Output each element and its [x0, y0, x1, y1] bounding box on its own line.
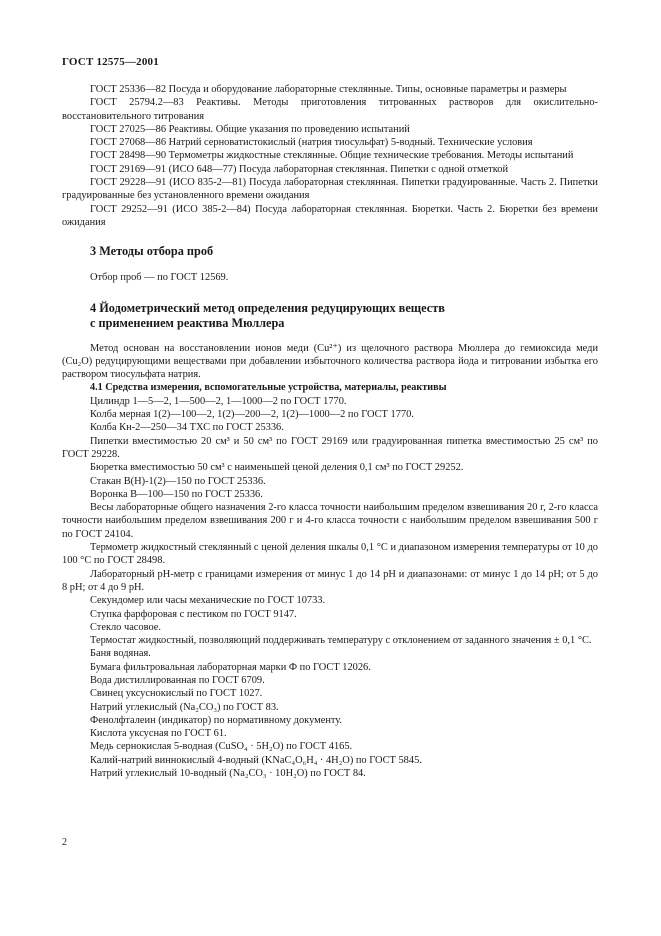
method-description: Метод основан на восстановлении ионов меди (Cu²⁺) из щелочного раствора Мюллера до гемиоксида меди (Cu₂O) редуцирующими веществами при добавлении избыточного количества раствора йода и титровании избытка его раствором тиосульфата натрия.	[62, 342, 598, 381]
section-4-heading	[62, 301, 598, 331]
equipment-item: Лабораторный рН-метр с границами измерения от минус 1 до 14 рН и диапазонами: от минус 1 до 14 рН; от 5 до 8 рН; от 4 до 9 рН.	[62, 568, 598, 593]
equipment-item: Стакан В(Н)-1(2)—150 по ГОСТ 25336.	[90, 475, 266, 487]
equipment-item: Баня водяная.	[90, 648, 151, 660]
section-3-text: Отбор проб — по ГОСТ 12569.	[90, 272, 229, 284]
reference-item: ГОСТ 29252—91 (ИСО 385-2—84) Посуда лабораторная стеклянная. Бюретки. Часть 2. Бюретки без времени ожидания	[62, 203, 598, 228]
equipment-item: Натрий углекислый (Na₂CO₃) по ГОСТ 83.	[90, 701, 279, 713]
section-4-heading-line-1: 4 Йодометрический метод определения редуцирующих веществ	[90, 300, 445, 315]
reference-item: ГОСТ 25336—82 Посуда и оборудование лабораторные стеклянные. Типы, основные параметры и размеры	[90, 84, 567, 95]
equipment-item: Бумага фильтровальная лабораторная марки Ф по ГОСТ 12026.	[90, 661, 371, 673]
equipment-item: Колба Кн-2—250—34 ТХС по ГОСТ 25336.	[90, 422, 284, 434]
equipment-item: Вода дистиллированная по ГОСТ 6709.	[90, 674, 265, 686]
page-content	[62, 83, 598, 780]
reference-item: ГОСТ 29169—91 (ИСО 648—77) Посуда лабораторная стеклянная. Пипетки с одной отметкой	[90, 163, 509, 175]
equipment-item: Стекло часовое.	[90, 621, 161, 633]
equipment-item: Цилиндр 1—5—2, 1—500—2, 1—1000—2 по ГОСТ 1770.	[90, 395, 347, 407]
normative-references	[62, 83, 598, 229]
equipment-item: Медь сернокислая 5-водная (CuSO₄ · 5H₂O) по ГОСТ 4165.	[90, 741, 353, 753]
equipment-item: Пипетки вместимостью 20 см³ и 50 см³ по ГОСТ 29169 или градуированная пипетка вместимостью 25 см³ по ГОСТ 29228.	[62, 435, 598, 460]
reference-item: ГОСТ 27025—86 Реактивы. Общие указания по проведению испытаний	[90, 123, 410, 135]
equipment-item: Весы лабораторные общего назначения 2-го класса точности наибольшим пределом взвешивания 20 г, 2-го класса точности наибольшим пределом взвешивания 200 г и 4-го класса точности с наибольшим пределом взвешивания 500 г по ГОСТ 24104.	[62, 502, 598, 540]
equipment-item: Секундомер или часы механические по ГОСТ 10733.	[90, 595, 326, 607]
reference-item: ГОСТ 29228—91 (ИСО 835-2—81) Посуда лабораторная стеклянная. Пипетки градуированные. Часть 2. Пипетки градуированные без установленного времени ожидания	[62, 177, 598, 202]
equipment-item: Натрий углекислый 10-водный (Na₂CO₃ · 10H₂O) по ГОСТ 84.	[90, 768, 366, 780]
equipment-item: Термостат жидкостный, позволяющий поддерживать температуру с отклонением от заданного значения ± 0,1 °С.	[90, 635, 592, 647]
reference-item: ГОСТ 28498—90 Термометры жидкостные стеклянные. Общие технические требования. Методы испытаний	[90, 150, 574, 162]
reference-item: ГОСТ 27068—86 Натрий серноватистокислый (натрия тиосульфат) 5-водный. Технические условия	[90, 137, 533, 149]
subsection-4-1-heading: 4.1 Средства измерения, вспомогательные устройства, материалы, реактивы	[90, 382, 447, 394]
equipment-item: Свинец уксуснокислый по ГОСТ 1027.	[90, 688, 263, 700]
equipment-list	[62, 395, 598, 781]
equipment-item: Калий-натрий виннокислый 4-водный (KNaC₄O₆H₄ · 4H₂O) по ГОСТ 5845.	[90, 754, 422, 766]
equipment-item: Ступка фарфоровая с пестиком по ГОСТ 9147.	[90, 608, 297, 620]
page-number: 2	[62, 837, 67, 848]
equipment-item: Воронка В—100—150 по ГОСТ 25336.	[90, 488, 263, 500]
equipment-item: Бюретка вместимостью 50 см³ с наименьшей ценой деления 0,1 см³ по ГОСТ 29252.	[90, 462, 464, 474]
document-header: ГОСТ 12575—2001	[62, 56, 159, 68]
reference-item: ГОСТ 25794.2—83 Реактивы. Методы приготовления титрованных растворов для окислительно-восстановительного титрования	[62, 97, 598, 122]
equipment-item: Термометр жидкостный стеклянный с ценой деления шкалы 0,1 °С и диапазоном измерения температуры от 10 до 100 °С по ГОСТ 28498.	[62, 542, 598, 567]
equipment-item: Фенолфталеин (индикатор) по нормативному документу.	[90, 714, 343, 726]
section-3-heading: 3 Методы отбора проб	[90, 244, 214, 259]
equipment-item: Кислота уксусная по ГОСТ 61.	[90, 728, 227, 740]
equipment-item: Колба мерная 1(2)—100—2, 1(2)—200—2, 1(2)—1000—2 по ГОСТ 1770.	[90, 409, 414, 421]
section-4-heading-line-2: с применением реактива Мюллера	[90, 315, 285, 330]
